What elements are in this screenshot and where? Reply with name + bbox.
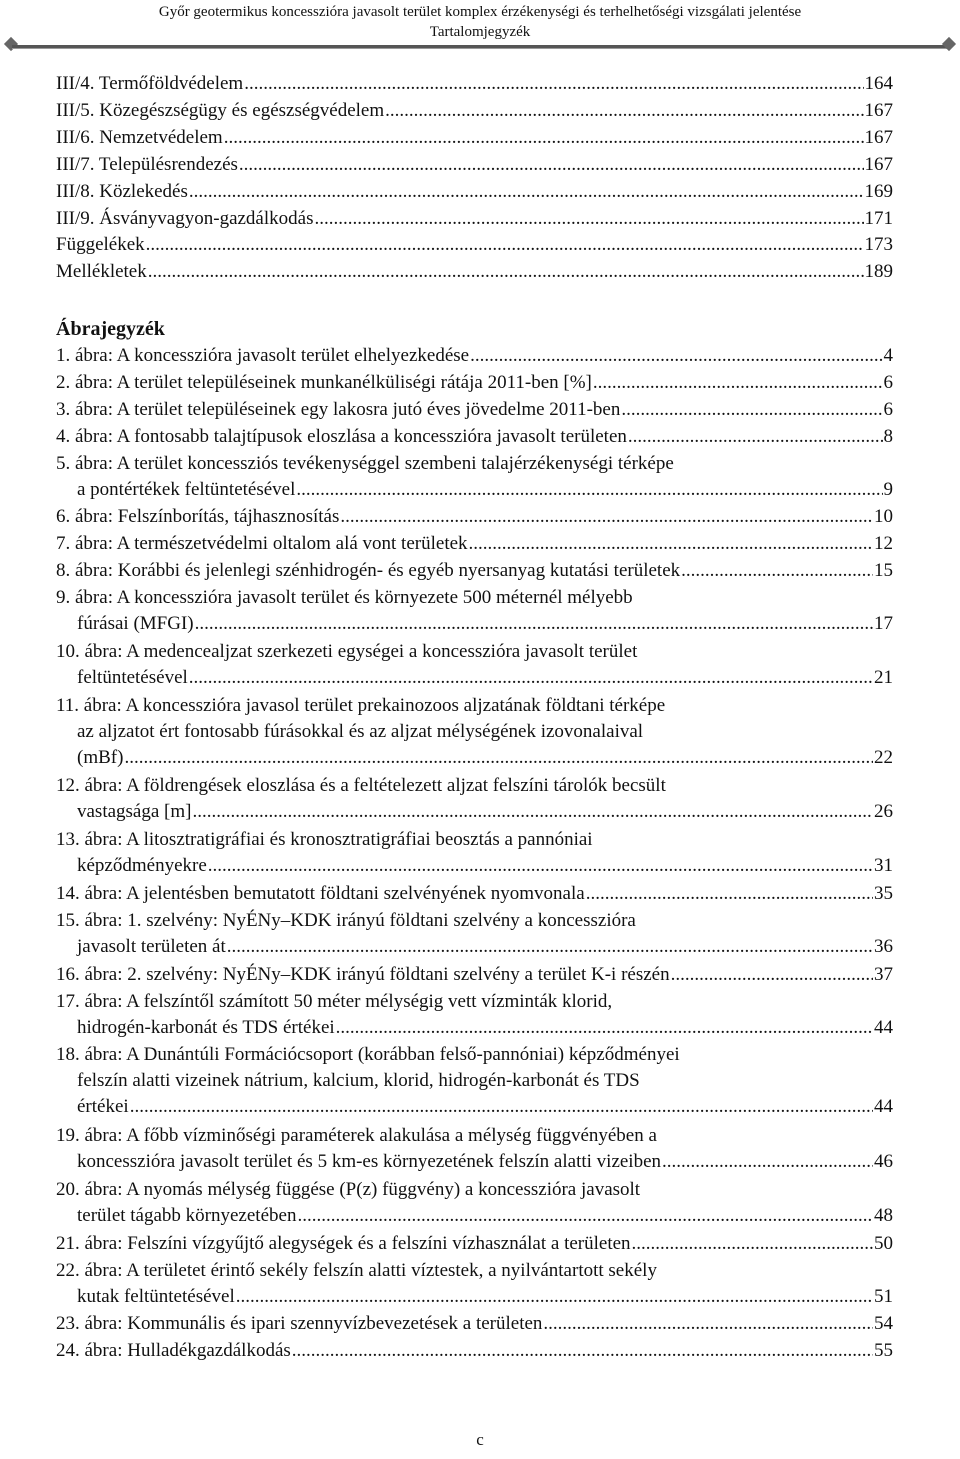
- toc-entry-figure[interactable]: [56, 585, 893, 637]
- toc-entry-figure[interactable]: [56, 881, 893, 907]
- entry-text-line: 7. ábra: A természetvédelmi oltalom alá vont területek: [56, 533, 468, 555]
- toc-entry-section[interactable]: [56, 98, 893, 124]
- entry-page-number: 44: [874, 1016, 893, 1038]
- entry-page-number: 167: [864, 99, 893, 121]
- entry-text-line: 4. ábra: A fontosabb talajtípusok eloszlása a koncesszióra javasolt területen: [56, 425, 627, 447]
- dot-leader: [628, 424, 883, 450]
- entry-text-line: 10. ábra: A medencealjzat szerkezeti egységei a koncesszióra javasolt terület: [56, 640, 638, 662]
- dot-leader: [208, 853, 873, 879]
- entry-text-line: 20. ábra: A nyomás mélység függése (P(z) függvény) a koncesszióra javasolt: [56, 1178, 641, 1200]
- entry-page-number: 15: [874, 560, 893, 582]
- entry-text-line: vastagsága [m]: [77, 801, 192, 823]
- figures-heading: Ábrajegyzék: [56, 318, 165, 340]
- toc-entry-figure[interactable]: [56, 343, 893, 369]
- entry-text-line: terület tágabb környezetében: [77, 1204, 297, 1226]
- entry-text-line: III/6. Nemzetvédelem: [56, 126, 223, 148]
- entry-page-number: 48: [874, 1204, 893, 1226]
- entry-text-line: III/9. Ásványvagyon-gazdálkodás: [56, 207, 314, 229]
- toc-entry-figure[interactable]: [56, 558, 893, 584]
- header-divider: [12, 45, 948, 49]
- entry-text-line: kutak feltüntetésével: [77, 1285, 235, 1307]
- entry-text-line: 9. ábra: A koncesszióra javasolt terület és környezete 500 méternél mélyebb: [56, 587, 633, 609]
- dot-leader: [336, 1015, 873, 1041]
- entry-text-line: 15. ábra: 1. szelvény: NyÉNy–KDK irányú földtani szelvény a koncesszióra: [56, 909, 636, 931]
- entry-page-number: 31: [874, 855, 893, 877]
- dot-leader: [148, 259, 864, 285]
- entry-page-number: 12: [874, 533, 893, 555]
- toc-entry-section[interactable]: [56, 206, 893, 232]
- dot-leader: [244, 71, 863, 97]
- report-title: Győr geotermikus koncesszióra javasolt terület komplex érzékenységi és terhelhetőségi vizsgálati jelentése: [158, 4, 802, 20]
- entry-text-line: 21. ábra: Felszíni vízgyűjtő alegységek és a felszíni vízhasználat a területen: [56, 1232, 631, 1254]
- dot-leader: [239, 152, 864, 178]
- entry-page-number: 51: [874, 1285, 893, 1307]
- dot-leader: [146, 232, 864, 258]
- toc-entry-figure[interactable]: [56, 1311, 893, 1337]
- entry-page-number: 173: [864, 234, 893, 256]
- entry-text-line: 22. ábra: A területet érintő sekély felszín alatti víztestek, a nyilvántartott sekély: [56, 1259, 657, 1281]
- toc-entry-figure[interactable]: [56, 451, 893, 503]
- dot-leader: [236, 1284, 873, 1310]
- entry-text-line: 11. ábra: A koncesszióra javasol terület prekainozoos aljzatának földtani térképe: [56, 694, 666, 716]
- entry-page-number: 4: [883, 345, 893, 366]
- toc-entry-section[interactable]: [56, 232, 893, 258]
- entry-text-line: 6. ábra: Felszínborítás, tájhasznosítás: [56, 506, 340, 528]
- entry-page-number: 6: [883, 398, 893, 420]
- entry-text-line: III/5. Közegészségügy és egészségvédelem: [56, 99, 385, 121]
- entry-text-line: az aljzatot ért fontosabb fúrásokkal és az aljzat mélységének izovonalaival: [77, 720, 644, 742]
- entry-text-line: III/7. Településrendezés: [56, 153, 238, 175]
- entry-page-number: 50: [874, 1232, 893, 1254]
- entry-text-line: 24. ábra: Hulladékgazdálkodás: [56, 1340, 291, 1362]
- toc-entry-figure[interactable]: [56, 827, 893, 879]
- entry-page-number: 171: [864, 207, 893, 229]
- entry-text-line: a pontértékek feltüntetésével: [77, 478, 296, 500]
- entry-page-number: 36: [874, 935, 893, 957]
- entry-page-number: 189: [864, 261, 893, 283]
- toc-entry-section[interactable]: [56, 125, 893, 151]
- toc-entry-figure[interactable]: [56, 962, 893, 988]
- entry-text-line: 19. ábra: A főbb vízminőségi paraméterek alakulása a mélység függvényében a: [56, 1125, 657, 1147]
- dot-leader: [130, 1094, 873, 1120]
- entry-page-number: 37: [874, 963, 893, 985]
- dot-leader: [671, 962, 873, 988]
- entry-page-number: 8: [883, 425, 893, 447]
- entry-text-line: 13. ábra: A litosztratigráfiai és kronosztratigráfiai beosztás a pannóniai: [56, 829, 593, 851]
- entry-text-line: Függelékek: [56, 234, 145, 256]
- entry-text-line: 8. ábra: Korábbi és jelenlegi szénhidrogén- és egyéb nyersanyag kutatási területek: [56, 560, 681, 582]
- entry-text-line: III/8. Közlekedés: [56, 180, 188, 202]
- entry-page-number: 35: [874, 883, 893, 904]
- dot-leader: [543, 1311, 873, 1337]
- entry-page-number: 9: [883, 478, 893, 500]
- entry-page-number: 17: [874, 613, 893, 635]
- entry-text-line: 17. ábra: A felszíntől számított 50 méter mélységig vett vízminták klorid,: [56, 990, 613, 1012]
- dot-leader: [586, 881, 873, 907]
- toc-entry-figure[interactable]: [56, 989, 893, 1041]
- entry-page-number: 44: [874, 1096, 893, 1118]
- dot-leader: [385, 98, 863, 124]
- toc-entry-figure[interactable]: [56, 1123, 893, 1175]
- entry-page-number: 10: [874, 506, 893, 528]
- dot-leader: [621, 397, 882, 423]
- entry-text-line: Mellékletek: [56, 261, 147, 283]
- entry-page-number: 167: [864, 126, 893, 148]
- toc-entry-figure[interactable]: [56, 1042, 893, 1120]
- entry-text-line: képződményekre: [77, 855, 207, 877]
- toc-entry-figure[interactable]: [56, 504, 893, 530]
- entry-page-number: 164: [864, 73, 893, 94]
- entry-page-number: 21: [874, 666, 893, 688]
- toc-entry-figure[interactable]: [56, 693, 893, 771]
- toc-entry-figure[interactable]: [56, 908, 893, 960]
- toc-entry-figure[interactable]: [56, 370, 893, 396]
- entry-text-line: III/4. Termőföldvédelem: [56, 73, 244, 94]
- toc-entry-figure[interactable]: [56, 1177, 893, 1229]
- dot-leader: [470, 343, 882, 369]
- entry-text-line: fúrásai (MFGI): [77, 613, 194, 635]
- dot-leader: [124, 745, 873, 771]
- entry-page-number: 6: [883, 371, 893, 393]
- entry-page-number: 26: [874, 801, 893, 823]
- dot-leader: [292, 1338, 873, 1364]
- toc-entry-section[interactable]: [56, 152, 893, 178]
- entry-text-line: 14. ábra: A jelentésben bemutatott földtani szelvényének nyomvonala: [56, 883, 585, 904]
- dot-leader: [189, 665, 873, 691]
- entry-page-number: 22: [874, 746, 893, 768]
- toc-entry-figure[interactable]: [56, 397, 893, 423]
- dot-leader: [340, 504, 873, 530]
- dot-leader: [189, 179, 864, 205]
- dot-leader: [314, 206, 863, 232]
- entry-page-number: 169: [864, 180, 893, 202]
- dot-leader: [195, 611, 873, 637]
- entry-page-number: 46: [874, 1151, 893, 1173]
- toc-entry-figure[interactable]: [56, 773, 893, 825]
- entry-text-line: (mBf): [77, 746, 124, 768]
- entry-text-line: koncesszióra javasolt terület és 5 km-es környezetének felszín alatti vizeiben: [77, 1151, 662, 1173]
- entry-text-line: 18. ábra: A Dunántúli Formációcsoport (korábban felső-pannóniai) képződményei: [56, 1044, 680, 1066]
- section-subtitle: Tartalomjegyzék: [429, 24, 531, 40]
- toc-entry-section[interactable]: [56, 179, 893, 205]
- toc-entry-figure[interactable]: [56, 531, 893, 557]
- toc-entry-figure[interactable]: [56, 639, 893, 691]
- entry-page-number: 55: [874, 1340, 893, 1362]
- page-number: c: [476, 1430, 484, 1449]
- dot-leader: [224, 125, 864, 151]
- entry-page-number: 54: [874, 1313, 893, 1335]
- dot-leader: [593, 370, 883, 396]
- toc-entry-section[interactable]: [56, 71, 893, 97]
- dot-leader: [192, 799, 873, 825]
- entry-text-line: feltüntetésével: [77, 666, 188, 688]
- dot-leader: [297, 1203, 873, 1229]
- toc-entry-section[interactable]: [56, 259, 893, 285]
- dot-leader: [296, 477, 882, 503]
- entry-text-line: 5. ábra: A terület koncessziós tevékenységgel szembeni talajérzékenységi térképe: [56, 452, 674, 474]
- toc-entry-figure[interactable]: [56, 424, 893, 450]
- entry-text-line: 3. ábra: A terület településeinek egy lakosra jutó éves jövedelme 2011-ben: [56, 398, 621, 420]
- entry-text-line: 12. ábra: A földrengések eloszlása és a feltételezett aljzat felszíni tárolók becsült: [56, 775, 666, 797]
- toc-entry-figure[interactable]: [56, 1338, 893, 1364]
- dot-leader: [469, 531, 873, 557]
- entry-text-line: értékei: [77, 1096, 129, 1118]
- toc-entry-figure[interactable]: [56, 1258, 893, 1310]
- entry-text-line: felszín alatti vizeinek nátrium, kalcium, klorid, hidrogén-karbonát és TDS: [77, 1070, 640, 1092]
- dot-leader: [632, 1231, 873, 1257]
- toc-entry-figure[interactable]: [56, 1231, 893, 1257]
- entry-text-line: 23. ábra: Kommunális és ipari szennyvízbevezetések a területen: [56, 1313, 543, 1335]
- entry-text-line: 1. ábra: A koncesszióra javasolt terület elhelyezkedése: [56, 345, 470, 366]
- dot-leader: [662, 1149, 873, 1175]
- entry-text-line: hidrogén-karbonát és TDS értékei: [77, 1016, 335, 1038]
- entry-text-line: javasolt területen át: [77, 935, 226, 957]
- entry-text-line: 16. ábra: 2. szelvény: NyÉNy–KDK irányú földtani szelvény a terület K-i részén: [56, 963, 670, 985]
- entry-text-line: 2. ábra: A terület településeinek munkanélküliségi rátája 2011-ben [%]: [56, 371, 592, 393]
- dot-leader: [227, 934, 873, 960]
- entry-page-number: 167: [864, 153, 893, 175]
- dot-leader: [681, 558, 873, 584]
